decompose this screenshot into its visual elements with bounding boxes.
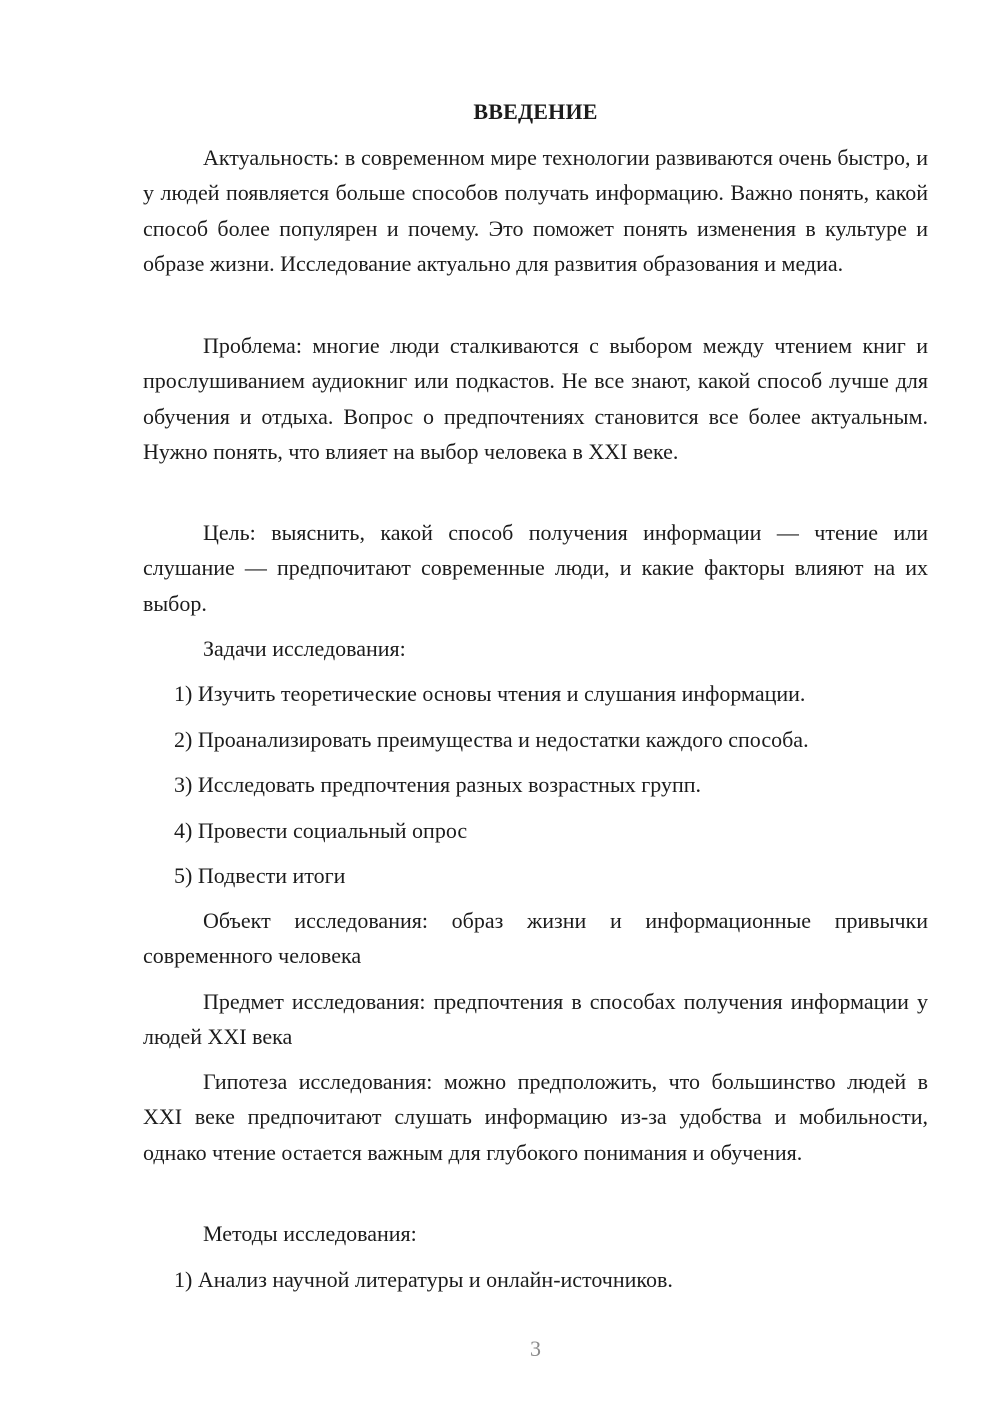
document-page [143, 0, 928, 1414]
task-item: 5) Подвести итоги [174, 863, 346, 888]
tasks-label: Задачи исследования: [203, 636, 406, 661]
subject-paragraph: Предмет исследования: предпочтения в способах получения информации у людей XXI века [143, 989, 928, 1050]
section-heading: ВВЕДЕНИЕ [473, 99, 598, 124]
task-item: 1) Изучить теоретические основы чтения и слушания информации. [174, 681, 806, 706]
relevance-paragraph: Актуальность: в современном мире технологии развиваются очень быстро, и у людей появляется больше способов получать информацию. Важно понять, какой способ более популярен и почему. Это поможет понять изменения в культуре и образе жизни. Исследование актуально для развития образования и медиа. [143, 145, 928, 277]
hypothesis-paragraph: Гипотеза исследования: можно предположить, что большинство людей в XXI веке предпочитают слушать информацию из-за удобства и мобильности, однако чтение остается важным для глубокого понимания и обучения. [143, 1069, 928, 1165]
task-item: 2) Проанализировать преимущества и недостатки каждого способа. [174, 727, 809, 752]
task-item: 4) Провести социальный опрос [174, 818, 468, 843]
object-paragraph: Объект исследования: образ жизни и информационные привычки современного человека [143, 908, 928, 969]
task-item: 3) Исследовать предпочтения разных возрастных групп. [174, 772, 702, 797]
methods-label: Методы исследования: [203, 1221, 417, 1246]
problem-paragraph: Проблема: многие люди сталкиваются с выбором между чтением книг и прослушиванием аудиокниг или подкастов. Не все знают, какой способ лучше для обучения и отдыха. Вопрос о предпочтениях становится все более актуальным. Нужно понять, что влияет на выбор человека в XXI веке. [143, 333, 928, 465]
method-item: 1) Анализ научной литературы и онлайн-источников. [174, 1267, 673, 1292]
goal-paragraph: Цель: выяснить, какой способ получения информации — чтение или слушание — предпочитают современные люди, и какие факторы влияют на их выбор. [143, 520, 928, 616]
page-number: 3 [530, 1336, 541, 1361]
